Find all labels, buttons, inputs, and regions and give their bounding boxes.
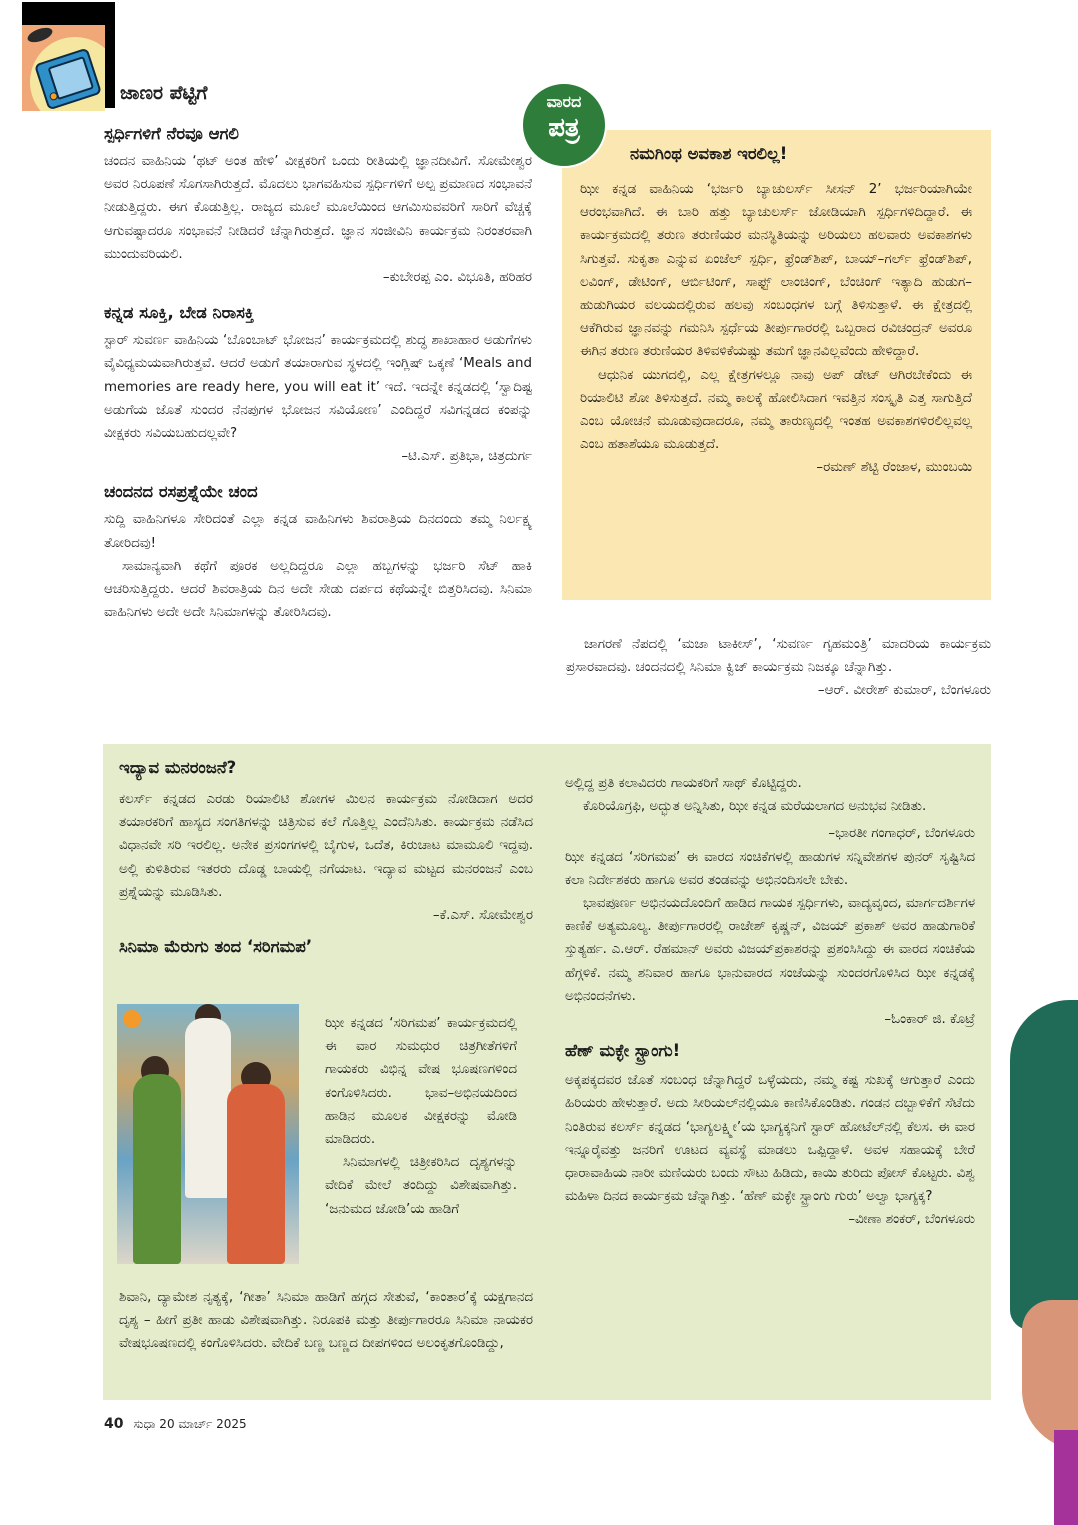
featured-letter-signature: –ರಮಣ್ ಶೆಟ್ಟಿ ರೆಂಜಾಳ, ಮುಂಬಯಿ bbox=[816, 460, 972, 476]
section-title: ಜಾಣರ ಪೆಟ್ಟಿಗೆ bbox=[120, 82, 208, 104]
letter-signature: –ಭಾರತೀ ಗಂಗಾಧರ್, ಬೆಂಗಳೂರು bbox=[828, 826, 975, 842]
green-letters-box bbox=[103, 744, 991, 1400]
letter-title: ಚಂದನದ ರಸಪ್ರಶ್ನೆಯೇ ಚಂದ bbox=[104, 482, 258, 502]
publication-date: ಸುಧಾ 20 ಮಾರ್ಚ್ 2025 bbox=[133, 1417, 247, 1431]
show-photo bbox=[117, 1004, 299, 1264]
letter-signature: –ಕುಬೇರಪ್ಪ ಎಂ. ವಿಭೂತಿ, ಹರಿಹರ bbox=[382, 270, 532, 286]
letter-body: ಭಾವಪೂರ್ಣ ಅಭಿನಯದೊಂದಿಗೆ ಹಾಡಿದ ಗಾಯಕ ಸ್ಪರ್ಧಿಗಳು, ವಾದ್ಯವೃಂದ, ಮಾರ್ಗದರ್ಶಿಗಳ ಕಾಣಿಕೆ ಅತ್ಯಮೂಲ್ಯ. ತೀರ್ಪುಗಾರರಲ್ಲಿ ರಾಜೇಶ್ ಕೃಷ್ಣನ್, ವಿಜಯ್ ಪ್ರಕಾಶ್ ಅವರ ಹಾಡುಗಾರಿಕೆ ಸ್ತುತ್ಯರ್ಹ. ಎ.ಆರ್. ರೆಹಮಾನ್ ಅವರು ವಿಜಯ್‌ಪ್ರಕಾಶರನ್ನು ಪ್ರಶಂಸಿಸಿದ್ದು ಈ ವಾರದ ಸಂಚಿಕೆಯ ಹೆಗ್ಗಳಿಕೆ. ನಮ್ಮ ಶನಿವಾರ ಹಾಗೂ ಭಾನುವಾರದ ಸಂಜೆಯನ್ನು ಸುಂದರಗೊಳಿಸಿದ ಝೀ ಕನ್ನಡಕ್ಕೆ ಅಭಿನಂದನೆಗಳು. bbox=[565, 896, 975, 1004]
left-column bbox=[104, 124, 532, 624]
continued-letter bbox=[566, 633, 991, 703]
letter bbox=[104, 124, 532, 289]
weekly-letter-badge bbox=[521, 82, 607, 168]
letter-title: ಸ್ಪರ್ಧಿಗಳಿಗೆ ನೆರವೂ ಆಗಲಿ bbox=[104, 124, 239, 143]
letter-signature: –ಕೆ.ಎಸ್. ಸೋಮೇಶ್ವರ bbox=[432, 908, 533, 924]
person-photo bbox=[992, 1000, 1078, 1525]
letter-body: ಶಿವಾನಿ, ದ್ಯಾಮೇಶ ನೃತ್ಯಕ್ಕೆ, ‘ಗೀತಾ’ ಸಿನಿಮಾ ಹಾಡಿಗೆ ಹಗ್ಗದ ಸೇತುವೆ, ‘ಕಾಂತಾರ’ಕ್ಕೆ ಯಕ್ಷಗಾನದ ದೃಶ್ಯ – ಹೀಗೆ ಪ್ರತೀ ಹಾಡು ವಿಶೇಷವಾಗಿತ್ತು. ನಿರೂಪಕಿ ಮತ್ತು ತೀರ್ಪುಗಾರರೂ ಸಿನಿಮಾ ನಾಯಕರ ವೇಷಭೂಷಣದಲ್ಲಿ ಕಂಗೊಳಿಸಿದರು. ವೇದಿಕೆ ಬಣ್ಣ ಬಣ್ಣದ ದೀಪಗಳಿಂದ ಅಲಂಕೃತಗೊಂಡಿದ್ದು, bbox=[119, 1290, 533, 1352]
letter-title: ಕನ್ನಡ ಸೂಕ್ತಿ, ಬೇಡ ನಿರಾಸಕ್ತಿ bbox=[104, 303, 255, 323]
letter-signature: –ವೀಣಾ ಶಂಕರ್, ಬೆಂಗಳೂರು bbox=[848, 1212, 975, 1228]
letter-title: ಸಿನಿಮಾ ಮೆರುಗು ತಂದ ‘ಸರಿಗಮಪ’ bbox=[119, 937, 313, 957]
letter-body: ಕೊರಿಯೊಗ್ರಫಿ, ಅದ್ಭುತ ಅನ್ನಿಸಿತು, ಝೀ ಕನ್ನಡ ಮರೆಯಲಾಗದ ಅನುಭವ ನೀಡಿತು. bbox=[583, 799, 927, 815]
letter-body: ಅಲ್ಲಿದ್ದ ಪ್ರತಿ ಕಲಾವಿದರು ಗಾಯಕರಿಗೆ ಸಾಥ್ ಕೊಟ್ಟಿದ್ದರು. bbox=[565, 776, 802, 791]
letter-body: ಅಕ್ಕಪಕ್ಕದವರ ಜೊತೆ ಸಂಬಂಧ ಚೆನ್ನಾಗಿದ್ದರೆ ಒಳ್ಳೆಯದು, ನಮ್ಮ ಕಷ್ಟ ಸುಖಕ್ಕೆ ಆಗುತ್ತಾರೆ ಎಂದು ಹಿರಿಯರು ಹೇಳುತ್ತಾರೆ. ಅದು ಸೀರಿಯಲ್‌ನಲ್ಲಿಯೂ ಕಾಣಿಸಿಕೊಂಡಿತು. ಗಂಡನ ದಬ್ಬಾಳಿಕೆಗೆ ಸೆಟೆದು ನಿಂತಿರುವ ಕಲರ್ಸ್ ಕನ್ನಡದ ‘ಭಾಗ್ಯಲಕ್ಷ್ಮೀ’ಯ ಭಾಗ್ಯಕ್ಕನಿಗೆ ಸ್ಟಾರ್ ಹೋಟೆಲ್‌ನಲ್ಲಿ ಕೆಲಸ. ಈ ವಾರ ಇನ್ನೂರೈವತ್ತು ಜನರಿಗೆ ಊಟದ ವ್ಯವಸ್ಥೆ ಮಾಡಲು ಒಪ್ಪಿದ್ದಾಳೆ. ಅವಳ ಸಹಾಯಕ್ಕೆ ಬೇರೆ ಧಾರಾವಾಹಿಯ ನಾರೀ ಮಣಿಯರು ಬಂದು ಸೌಟು ಹಿಡಿದು, ಕಾಯಿ ತುರಿದು ಪೋಸ್ ಕೊಟ್ಟರು. ವಿಶ್ವ ಮಹಿಳಾ ದಿನದ ಕಾರ್ಯಕ್ರಮ ಚೆನ್ನಾಗಿತ್ತು. ‘ಹೆಣ್ ಮಕ್ಳೇ ಸ್ಟ್ರಾಂಗು ಗುರು’ ಅಲ್ವಾ ಭಾಗ್ಯಕ್ಕ? bbox=[565, 1073, 975, 1205]
featured-letter-box bbox=[562, 130, 991, 600]
letter-body: ಝೀ ಕನ್ನಡದ ‘ಸರಿಗಮಪ’ ಈ ವಾರದ ಸಂಚಿಕೆಗಳಲ್ಲಿ ಹಾಡುಗಳ ಸನ್ನಿವೇಶಗಳ ಪುನರ್ ಸೃಷ್ಟಿಸಿದ ಕಲಾ ನಿರ್ದೇಶಕರು ಹಾಗೂ ಅವರ ತಂಡವನ್ನು ಅಭಿನಂದಿಸಲೇ ಬೇಕು. bbox=[565, 849, 975, 888]
badge-line2: ಪತ್ರ bbox=[548, 113, 580, 143]
letter-signature: –ಆರ್. ವೀರೇಶ್ ಕುಮಾರ್, ಬೆಂಗಳೂರು bbox=[817, 683, 991, 699]
featured-letter-title: ನಮಗಿಂಥ ಅವಕಾಶ ಇರಲಿಲ್ಲ! bbox=[630, 144, 788, 163]
letter-body: ಜಾಗರಣೆ ನೆಪದಲ್ಲಿ ‘ಮಜಾ ಟಾಕೀಸ್’, ‘ಸುವರ್ಣ ಗೃಹಮಂತ್ರಿ’ ಮಾದರಿಯ ಕಾರ್ಯಕ್ರಮ ಪ್ರಸಾರವಾದವು. ಚಂದನದಲ್ಲಿ ಸಿನಿಮಾ ಕ್ವಿಜ್ ಕಾರ್ಯಕ್ರಮ ನಿಜಕ್ಕೂ ಚೆನ್ನಾಗಿತ್ತು. bbox=[566, 637, 991, 676]
letter-body: ಚಂದನ ವಾಹಿನಿಯ ‘ಥಟ್ ಅಂತ ಹೇಳಿ’ ವೀಕ್ಷಕರಿಗೆ ಒಂದು ರೀತಿಯಲ್ಲಿ ಜ್ಞಾನದೀವಿಗೆ. ಸೋಮೇಶ್ವರ ಅವರ ನಿರೂಪಣೆ ಸೊಗಸಾಗಿರುತ್ತದೆ. ಮೊದಲು ಭಾಗವಹಿಸುವ ಸ್ಪರ್ಧಿಗಳಿಗೆ ಅಲ್ಪ ಪ್ರಮಾಣದ ಸಂಭಾವನೆ ನೀಡುತ್ತಿದ್ದರು. ಈಗ ಕೊಡುತ್ತಿಲ್ಲ. ರಾಜ್ಯದ ಮೂಲೆ ಮೂಲೆಯಿಂದ ಆಗಮಿಸುವವರಿಗೆ ಸಾರಿಗೆ ವೆಚ್ಚಕ್ಕೆ ಆಗುವಷ್ಟಾದರೂ ಸಂಭಾವನೆ ನೀಡಿದರೆ ಚೆನ್ನಾಗಿರುತ್ತದೆ. ಜ್ಞಾನ ಸಂಜೀವಿನಿ ಕಾರ್ಯಕ್ರಮ ನಿರಂತರವಾಗಿ ಮುಂದುವರಿಯಲಿ. bbox=[104, 154, 532, 262]
tv-logo-icon bbox=[22, 25, 105, 111]
letter bbox=[104, 482, 532, 624]
green-left-column bbox=[119, 758, 533, 967]
letter-title: ಹೆಣ್ ಮಕ್ಳೇ ಸ್ಟ್ರಾಂಗು! bbox=[565, 1041, 681, 1061]
featured-letter-body: ಝೀ ಕನ್ನಡ ವಾಹಿನಿಯ ‘ಭರ್ಜರಿ ಬ್ಯಾಚುಲರ್ಸ್ ಸೀಸನ್ 2’ ಭರ್ಜರಿಯಾಗಿಯೇ ಆರಂಭವಾಗಿದೆ. ಈ ಬಾರಿ ಹತ್ತು ಬ್ಯಾಚುಲರ್ಸ್ ಜೋಡಿಯಾಗಿ ಸ್ಪರ್ಧಿಗಳಿದಿದ್ದಾರೆ. ಈ ಕಾರ್ಯಕ್ರಮದಲ್ಲಿ ತರುಣ ತರುಣಿಯರ ಮನಸ್ಥಿತಿಯನ್ನು ಅರಿಯಲು ಹಲವಾರು ಅವಕಾಶಗಳು ಸಿಗುತ್ತವೆ. ಸುಕೃತಾ ಎನ್ನುವ ಏಂಜೆಲ್ ಸ್ಪರ್ಧಿ, ಫ್ರೆಂಡ್‌ಶಿಪ್, ಬಾಯ್–ಗರ್ಲ್ ಫ್ರೆಂಡ್‌ಶಿಪ್, ಲವಿಂಗ್, ಡೇಟಿಂಗ್, ಆರ್ಬಿಟಿಂಗ್, ಸಾಫ್ಟ್ ಲಾಂಚಿಂಗ್, ಬೆಂಚಿಂಗ್ ಇತ್ಯಾದಿ ಹುಡುಗ–ಹುಡುಗಿಯರ ವಲಯದಲ್ಲಿರುವ ಹಲವು ಸಂಬಂಧಗಳ ಬಗ್ಗೆ ತಿಳಿಸುತ್ತಾಳೆ. ಈ ಕ್ಷೇತ್ರದಲ್ಲಿ ಆಕೆಗಿರುವ ಜ್ಞಾನವನ್ನು ಗಮನಿಸಿ ಸ್ಪರ್ಧೆಯ ತೀರ್ಪುಗಾರರಲ್ಲಿ ಒಬ್ಬರಾದ ರವಿಚಂದ್ರನ್ ಅವರೂ ಈಗಿನ ತರುಣ ತರುಣಿಯರ ತಿಳಿವಳಿಕೆಯಷ್ಟು ತಮಗೆ ಜ್ಞಾನವಿಲ್ಲವೆಂದು ಹೇಳಿದ್ದಾರೆ. bbox=[580, 182, 972, 360]
green-right-column bbox=[565, 772, 975, 1232]
letter-body: ಸಿನಿಮಾಗಳಲ್ಲಿ ಚಿತ್ರೀಕರಿಸಿದ ದೃಶ್ಯಗಳನ್ನು ವೇದಿಕೆ ಮೇಲೆ ತಂದಿದ್ದು ವಿಶೇಷವಾಗಿತ್ತು. ‘ಜನುಮದ ಜೋಡಿ’ಯ ಹಾಡಿಗೆ bbox=[325, 1155, 517, 1217]
featured-letter-body: ಆಧುನಿಕ ಯುಗದಲ್ಲಿ, ಎಲ್ಲ ಕ್ಷೇತ್ರಗಳಲ್ಲೂ ನಾವು ಅಪ್ ಡೇಟ್ ಆಗಿರಬೇಕೆಂದು ಈ ರಿಯಾಲಿಟಿ ಶೋ ತಿಳಿಸುತ್ತದೆ. ನಮ್ಮ ಕಾಲಕ್ಕೆ ಹೋಲಿಸಿದಾಗ ಇವತ್ತಿನ ಸಂಸ್ಕೃತಿ ಎತ್ತ ಸಾಗುತ್ತಿದೆ ಎಂಬ ಯೋಚನೆ ಮೂಡುವುದಾದರೂ, ನಮ್ಮ ತಾರುಣ್ಯದಲ್ಲಿ ಇಂತಹ ಅವಕಾಶಗಳಿರಲಿಲ್ಲವಲ್ಲ ಎಂಬ ಹತಾಶೆಯೂ ಮೂಡುತ್ತದೆ. bbox=[580, 367, 972, 453]
page-footer bbox=[104, 1416, 247, 1432]
letter-title: ಇದ್ಯಾವ ಮನರಂಜನೆ? bbox=[119, 758, 237, 777]
letter-body: ಕಲರ್ಸ್ ಕನ್ನಡದ ಎರಡು ರಿಯಾಲಿಟಿ ಶೋಗಳ ಮಿಲನ ಕಾರ್ಯಕ್ರಮ ನೋಡಿದಾಗ ಅದರ ತಯಾರಕರಿಗೆ ಹಾಸ್ಯದ ಸಂಗತಿಗಳನ್ನು ಚಿತ್ರಿಸುವ ಕಲೆ ಗೊತ್ತಿಲ್ಲ ಎಂದೆನಿಸಿತು. ಕಾರ್ಯಕ್ರಮ ನಡೆಸಿದ ವಿಧಾನವೇ ಸರಿ ಇರಲಿಲ್ಲ. ಅನೇಕ ಪ್ರಸಂಗಗಳಲ್ಲಿ ಬೈಗುಳ, ಒದೆತ, ಕಿರುಚಾಟ ಮಾಮೂಲಿ ಇದ್ದವು. ಅಲ್ಲಿ ಕುಳಿತಿರುವ ಇತರರು ದೊಡ್ಡ ಬಾಯಲ್ಲಿ ನಗೆಯಾಟ. ಇದ್ಯಾವ ಮಟ್ಟದ ಮನರಂಜನೆ ಎಂಬ ಪ್ರಶ್ನೆಯನ್ನು ಮೂಡಿಸಿತು. bbox=[119, 792, 533, 900]
green-left-bottom bbox=[119, 1286, 533, 1356]
letter-body: ಸ್ಟಾರ್ ಸುವರ್ಣ ವಾಹಿನಿಯ ‘ಬೊಂಬಾಟ್ ಭೋಜನ’ ಕಾರ್ಯಕ್ರಮದಲ್ಲಿ ಶುದ್ಧ ಶಾಖಾಹಾರ ಅಡುಗೆಗಳು ವೈವಿಧ್ಯಮಯವಾಗಿರುತ್ತವೆ. ಆದರೆ ಅಡುಗೆ ತಯಾರಾಗುವ ಸ್ಥಳದಲ್ಲಿ ಇಂಗ್ಲಿಷ್ ಒಕ್ಕಣೆ ‘Meals and memories are ready here, you will eat it’ ಇದೆ. ಇದನ್ನೇ ಕನ್ನಡದಲ್ಲಿ ‘ಸ್ವಾದಿಷ್ಟ ಅಡುಗೆಯ ಜೊತೆ ಸುಂದರ ನೆನಪುಗಳ ಭೋಜನ ಸವಿಯೋಣ’ ಎಂದಿದ್ದರೆ ಸವಿಗನ್ನಡದ ಕಂಪನ್ನು ವೀಕ್ಷಕರು ಸವಿಯಬಹುದಲ್ಲವೇ? bbox=[104, 333, 532, 442]
letter-signature: –ಟಿ.ಎಸ್. ಪ್ರತಿಭಾ, ಚಿತ್ರದುರ್ಗ bbox=[401, 449, 532, 465]
letter bbox=[104, 303, 532, 468]
badge-line1: ವಾರದ bbox=[546, 92, 582, 111]
photo-wrap-text bbox=[325, 1012, 517, 1221]
letter-body: ಸಾಮಾನ್ಯವಾಗಿ ಕಥೆಗೆ ಪೂರಕ ಅಲ್ಲದಿದ್ದರೂ ಎಲ್ಲಾ ಹಬ್ಬಗಳನ್ನು ಭರ್ಜರಿ ಸೆಟ್ ಹಾಕಿ ಆಚರಿಸುತ್ತಿದ್ದರು. ಆದರೆ ಶಿವರಾತ್ರಿಯ ದಿನ ಅದೇ ಸೇಡು ದರ್ಪದ ಕಥೆಯನ್ನೇ ಬಿತ್ತರಿಸಿದವು. ಸಿನಿಮಾ ವಾಹಿನಿಗಳು ಅದೇ ಅದೇ ಸಿನಿಮಾಗಳನ್ನು ತೋರಿಸಿದವು. bbox=[104, 558, 532, 621]
channel-logo-icon bbox=[123, 1010, 141, 1028]
letter-body: ಸುದ್ದಿ ವಾಹಿನಿಗಳೂ ಸೇರಿದಂತೆ ಎಲ್ಲಾ ಕನ್ನಡ ವಾಹಿನಿಗಳು ಶಿವರಾತ್ರಿಯ ದಿನದಂದು ತಮ್ಮ ನಿರ್ಲಕ್ಷ್ಯ ತೋರಿದವು! bbox=[104, 512, 532, 551]
page-number: 40 bbox=[104, 1416, 124, 1432]
letter-signature: –ಓಂಕಾರ್ ಜಿ. ಕೊಟ್ರೆ bbox=[884, 1012, 975, 1028]
letter-body: ಝೀ ಕನ್ನಡದ ‘ಸರಿಗಮಪ’ ಕಾರ್ಯಕ್ರಮದಲ್ಲಿ ಈ ವಾರ ಸುಮಧುರ ಚಿತ್ರಗೀತೆಗಳಿಗೆ ಗಾಯಕರು ವಿಭಿನ್ನ ವೇಷ ಭೂಷಣಗಳಿಂದ ಕಂಗೊಳಿಸಿದರು. ಭಾವ–ಅಭಿನಯದಿಂದ ಹಾಡಿನ ಮೂಲಕ ವೀಕ್ಷಕರನ್ನು ಮೋಡಿ ಮಾಡಿದರು. bbox=[325, 1016, 517, 1148]
